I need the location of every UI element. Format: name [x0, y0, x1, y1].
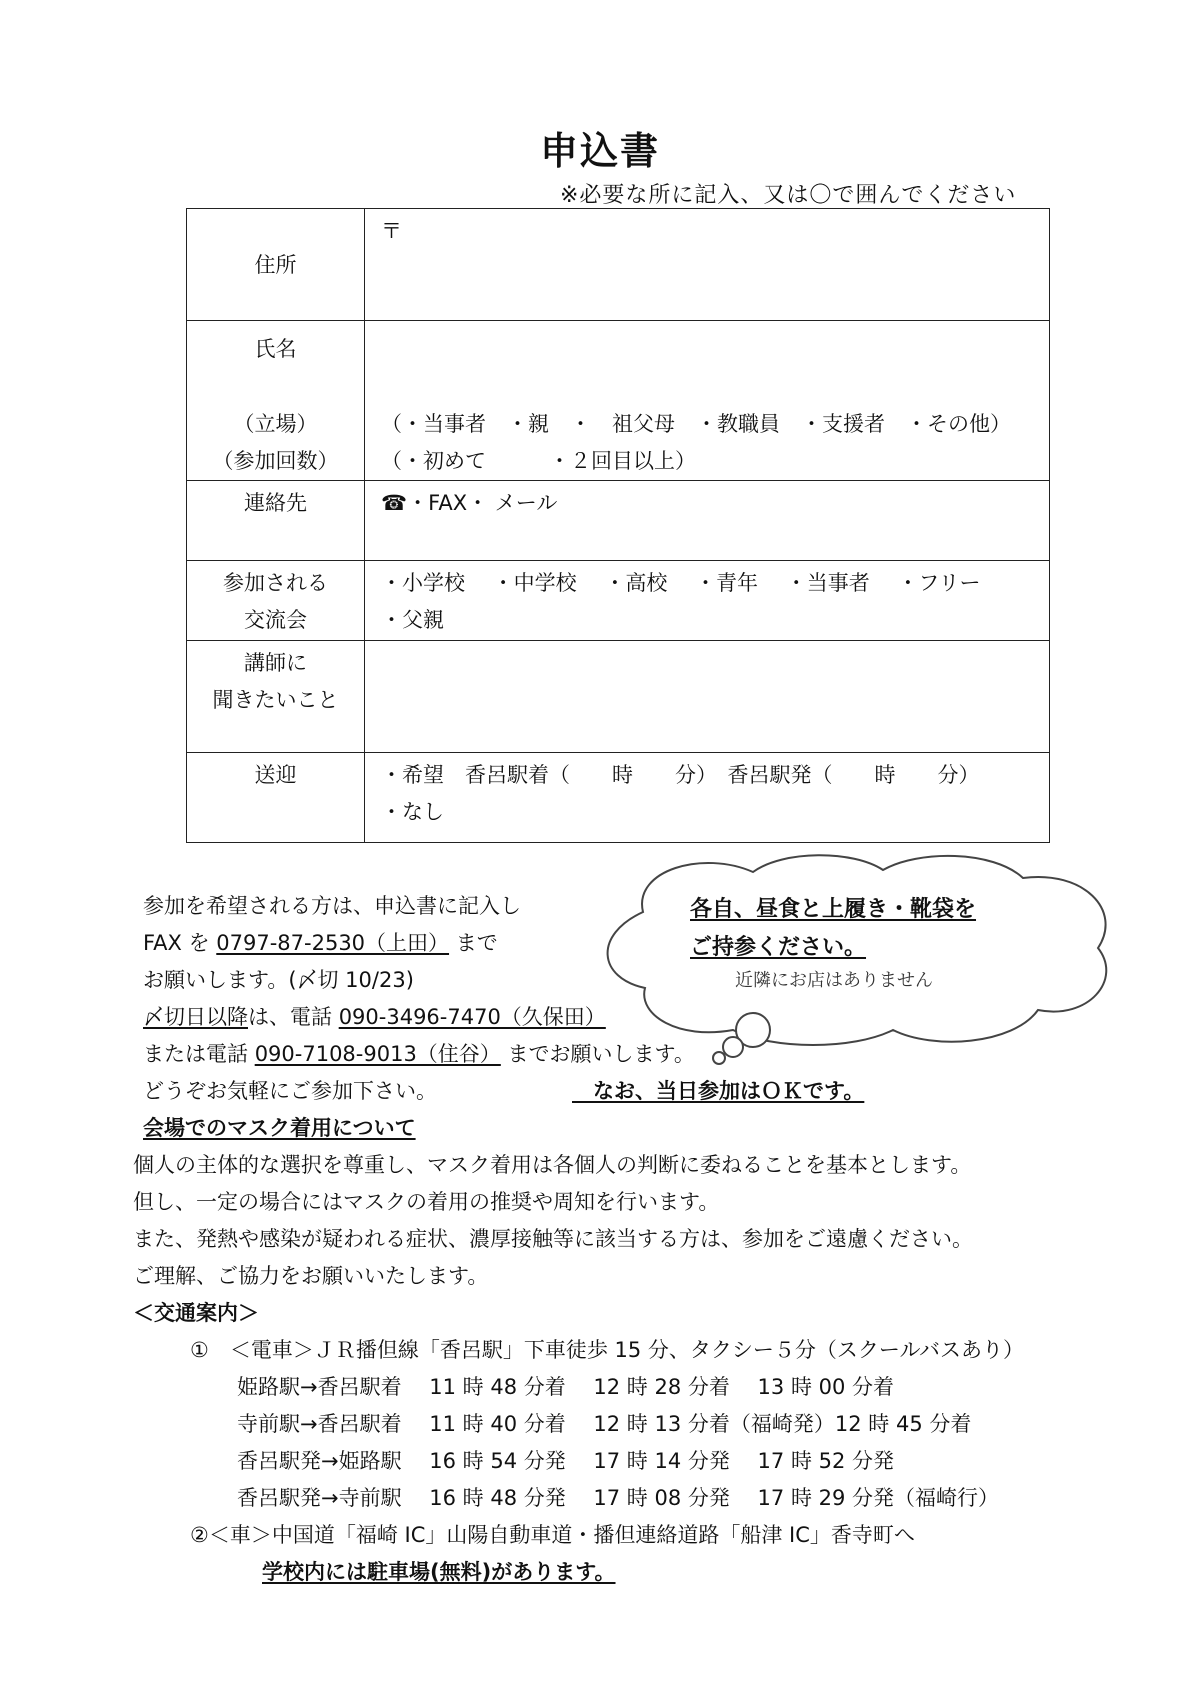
contact-label-cell [187, 481, 365, 561]
info-line1: 参加を希望される方は、申込書に記入し [143, 894, 521, 918]
address-label-cell [187, 209, 365, 321]
exchange-label-line2: 交流会 [244, 608, 307, 632]
transfer-option-none[interactable]: ・なし [381, 800, 444, 824]
application-form-table [186, 208, 1050, 843]
phone-mid: は、電話 [248, 1005, 332, 1029]
question-field[interactable] [365, 641, 1050, 753]
schedule-teramae-depart: 香呂駅発→寺前駅 16 時 48 分発 17 時 08 分発 17 時 29 分発（福崎行） [237, 1486, 1000, 1510]
contact-options[interactable]: ・FAX・ メール [407, 491, 558, 515]
info-line5 [143, 1036, 695, 1073]
postal-mark: 〒 [381, 219, 402, 243]
cloud-note: 近隣にお店はありません [735, 970, 933, 991]
contact-row [187, 481, 1050, 561]
address-field[interactable] [365, 209, 1050, 321]
transport-heading: ＜交通案内＞ [133, 1301, 259, 1325]
attendance-count-options[interactable]: （・初めて ・２回目以上） [381, 449, 696, 473]
info-line6: どうぞお気軽にご参加下さい。 [143, 1079, 437, 1103]
question-row [187, 641, 1050, 753]
exchange-label-line1: 参加される [223, 571, 328, 595]
address-row [187, 209, 1050, 321]
deadline-after: 〆切日以降 [143, 1005, 248, 1029]
question-label-line2: 聞きたいこと [212, 688, 339, 712]
contact-label: 連絡先 [244, 491, 307, 515]
exchange-field[interactable] [365, 561, 1050, 641]
car-info: ②＜車＞中国道「福崎 IC」山陽自動車道・播但連絡道路「船津 IC」香寺町へ [190, 1523, 915, 1547]
contact-field[interactable] [365, 481, 1050, 561]
phone-icon: ☎ [381, 491, 408, 515]
mask-paragraph3: また、発熱や感染が疑われる症状、濃厚接触等に該当する方は、参加をご遠慮ください。 [133, 1227, 973, 1251]
transfer-row [187, 753, 1050, 843]
transfer-label-cell [187, 753, 365, 843]
fax-prefix: FAX を [143, 931, 210, 955]
same-day-ok: なお、当日参加はＯＫです。 [572, 1079, 865, 1103]
fax-number: 0797-87-2530（上田） [216, 931, 450, 955]
mask-paragraph1: 個人の主体的な選択を尊重し、マスク着用は各個人の判断に委ねることを基本とします。 [133, 1153, 972, 1177]
schedule-himeji-arrive: 姫路駅→香呂駅着 11 時 48 分着 12 時 28 分着 13 時 00 分着 [237, 1375, 895, 1399]
name-label: 氏名 [254, 337, 297, 361]
schedule-teramae-arrive: 寺前駅→香呂駅着 11 時 40 分着 12 時 13 分着（福崎発）12 時 45 分着 [237, 1412, 972, 1436]
fax-suffix: まで [455, 931, 498, 955]
transfer-label: 送迎 [254, 763, 297, 787]
cloud-bubble-small [713, 1052, 725, 1064]
cloud-line1: 各自、昼食と上履き・靴袋を [690, 897, 977, 922]
schedule-himeji-depart: 香呂駅発→姫路駅 16 時 54 分発 17 時 14 分発 17 時 52 分発 [237, 1449, 895, 1473]
info-line2 [143, 925, 498, 962]
exchange-label-cell [187, 561, 365, 641]
train-info: ① ＜電車＞ＪＲ播但線「香呂駅」下車徒歩 15 分、タクシー５分（スクールバスあり） [190, 1338, 1025, 1362]
mask-paragraph2: 但し、一定の場合にはマスクの着用の推奨や周知を行います。 [133, 1190, 720, 1214]
name-label-cell [187, 321, 365, 481]
exchange-options-line1[interactable]: ・小学校 ・中学校 ・高校 ・青年 ・当事者 ・フリー [381, 571, 981, 595]
info-line3: お願いします。(〆切 10/23) [143, 968, 414, 992]
instructions-note: ※必要な所に記入、又は〇で囲んでください [560, 183, 1017, 208]
name-field[interactable] [365, 321, 1050, 481]
exchange-options-line2[interactable]: ・父親 [381, 608, 444, 632]
phone-kubota: 090-3496-7470（久保田） [338, 1005, 606, 1029]
info-line4 [143, 999, 606, 1036]
role-label: （立場） [233, 412, 318, 436]
transfer-field[interactable] [365, 753, 1050, 843]
role-options[interactable]: （・当事者 ・親 ・ 祖父母 ・教職員 ・支援者 ・その他） [381, 412, 1011, 436]
parking-info: 学校内には駐車場(無料)があります。 [262, 1560, 616, 1584]
mask-heading: 会場でのマスク着用について [143, 1116, 416, 1140]
cloud-line2: ご持参ください。 [690, 935, 867, 960]
question-label-line1: 講師に [244, 651, 307, 675]
name-row [187, 321, 1050, 481]
question-label-cell [187, 641, 365, 753]
exchange-row [187, 561, 1050, 641]
mask-paragraph4: ご理解、ご協力をお願いいたします。 [133, 1264, 489, 1288]
phone-sumiya: 090-7108-9013（住谷） [254, 1042, 501, 1066]
address-label: 住所 [254, 253, 297, 277]
page-title: 申込書 [539, 129, 660, 173]
contact-options-line [381, 485, 1049, 522]
transfer-option-wanted[interactable]: ・希望 香呂駅着（ 時 分） 香呂駅発（ 時 分） [381, 763, 980, 787]
cloud-bubble-medium [723, 1037, 743, 1057]
phone2-prefix: または電話 [143, 1042, 248, 1066]
phone2-suffix: までお願いします。 [507, 1042, 695, 1066]
attendance-count-label: （参加回数） [212, 449, 339, 473]
